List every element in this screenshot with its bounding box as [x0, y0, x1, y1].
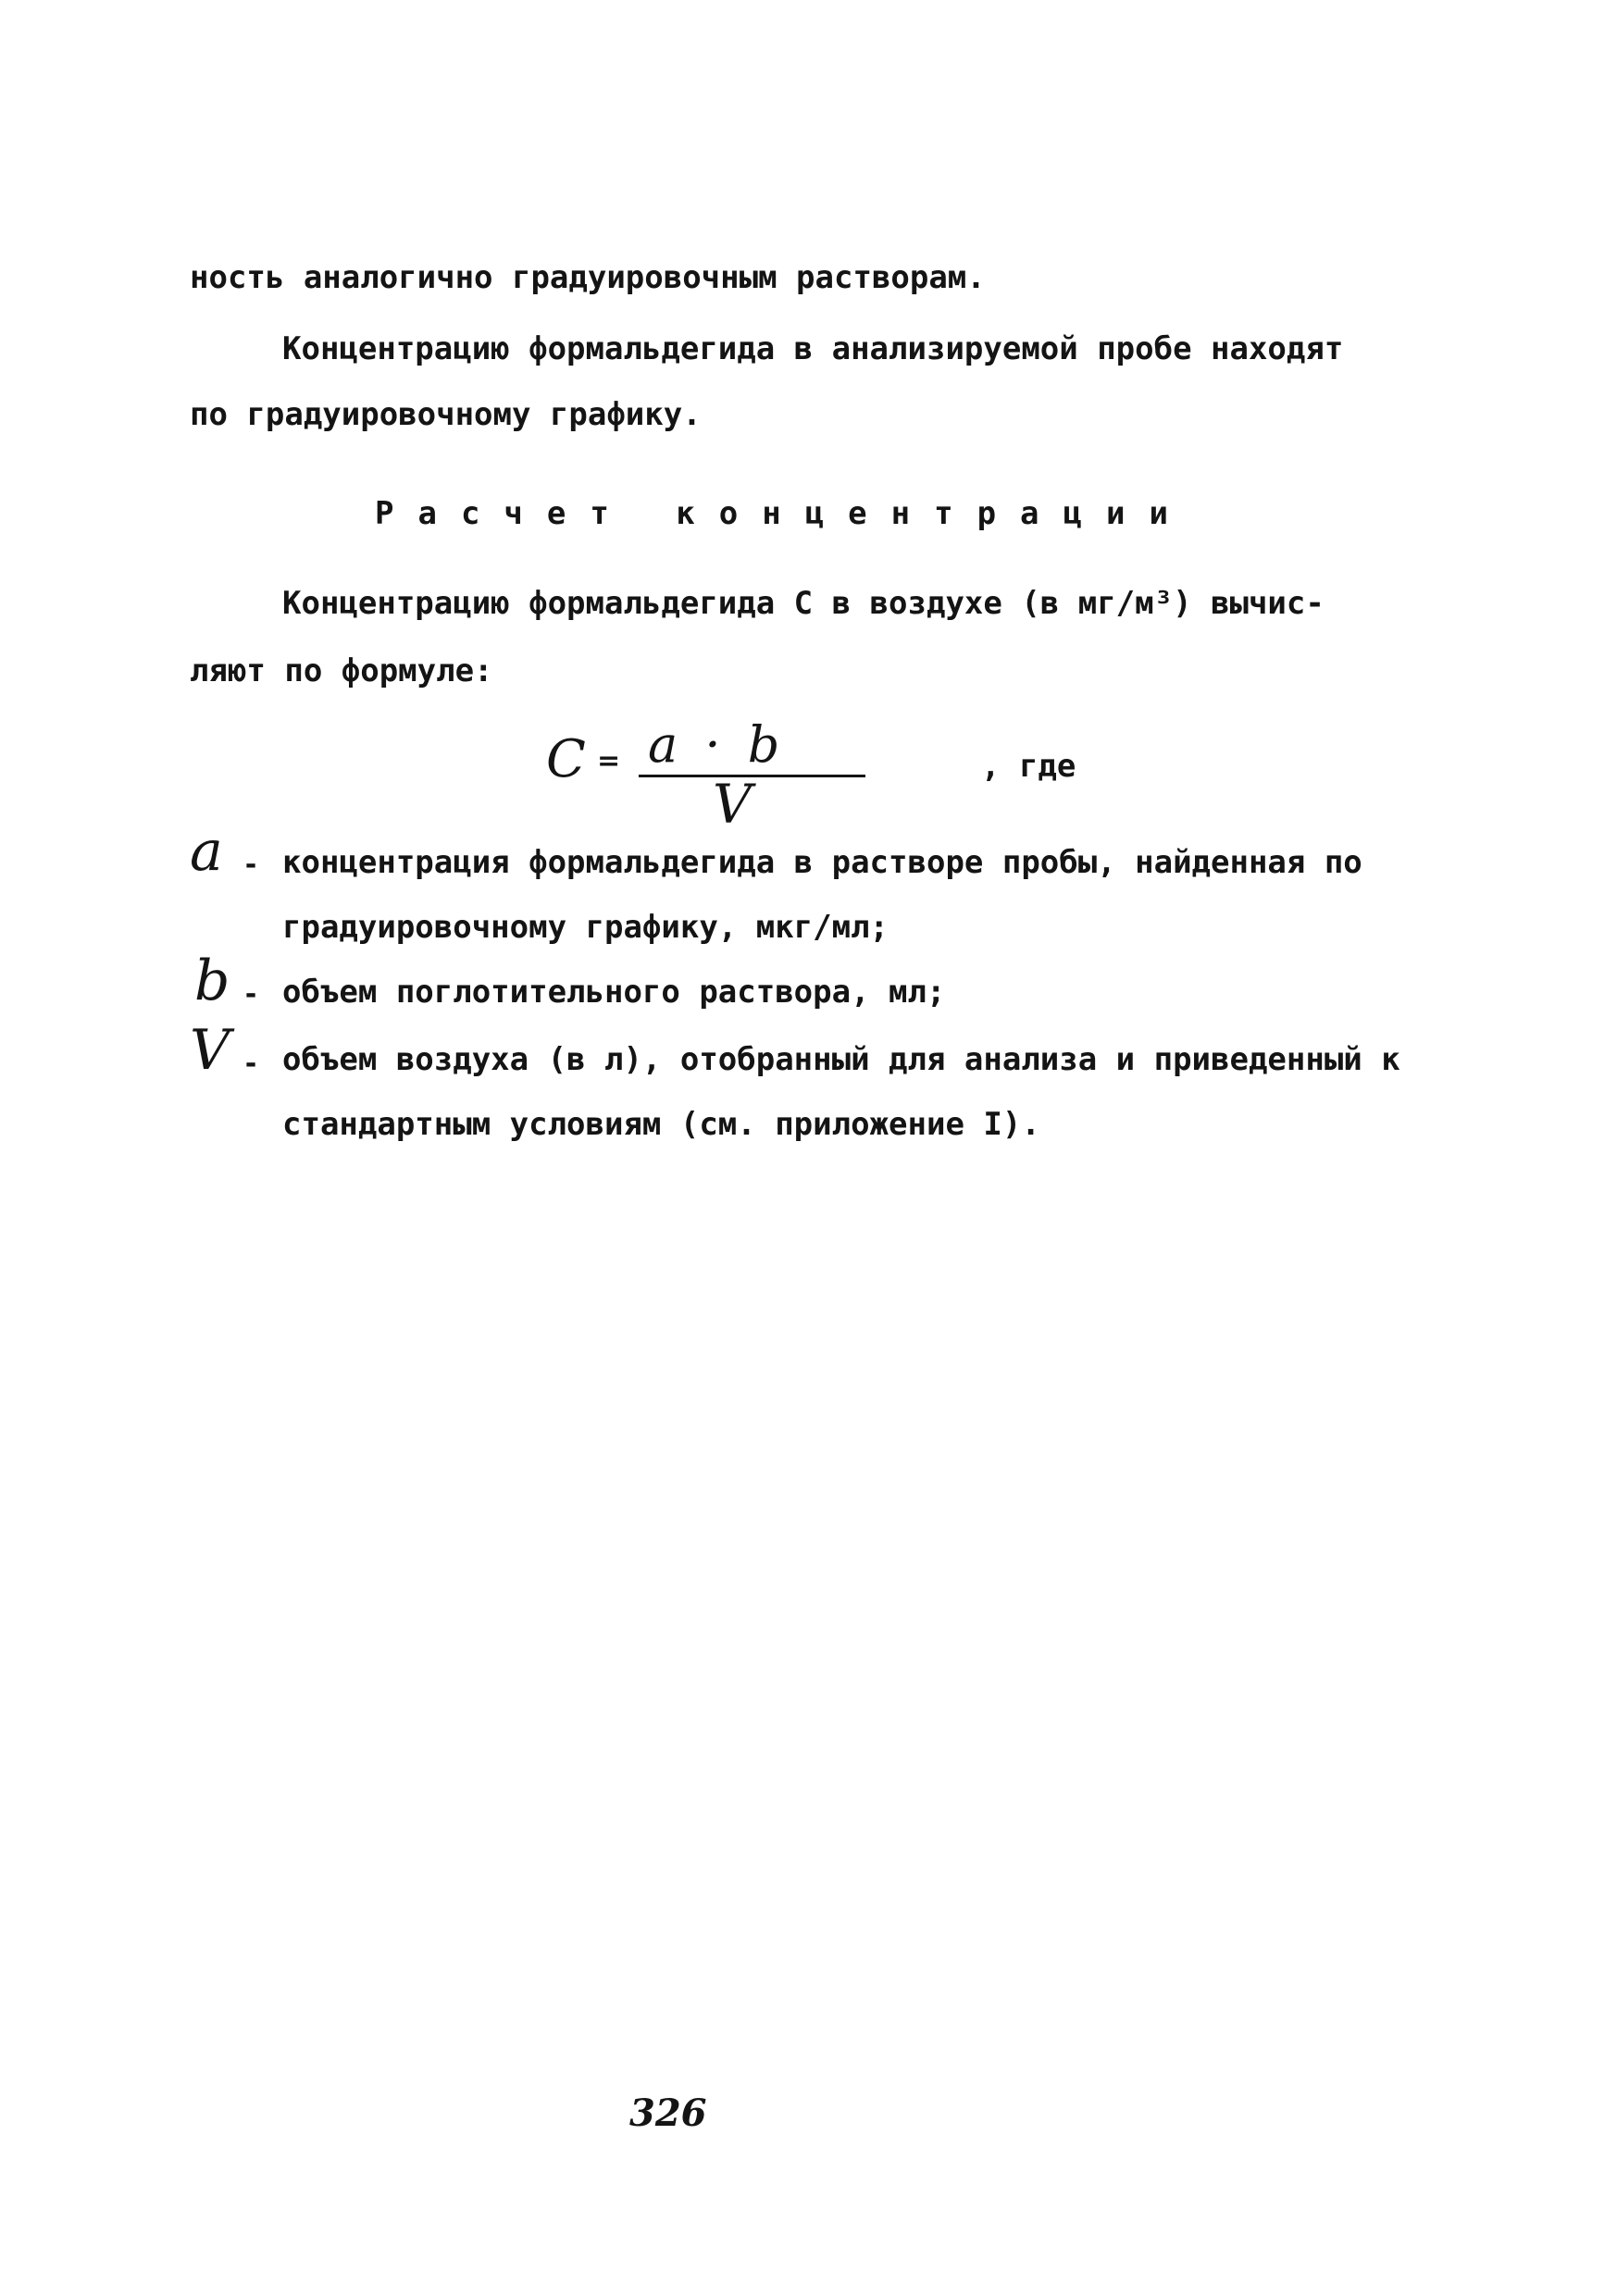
variable-b-line-1: объем поглотительного раствора, мл;: [282, 974, 946, 1011]
variable-a-dash: -: [243, 849, 260, 881]
concentration-formula: [546, 717, 1027, 847]
paragraph-intro-line-2: по градуировочному графику.: [190, 396, 702, 433]
variable-v-line-1: объем воздуха (в л), отобранный для анализа и приведенный к: [282, 1041, 1400, 1078]
formula-where: , где: [981, 748, 1076, 785]
formula-denominator: V: [713, 773, 752, 836]
variable-v-symbol: V: [190, 1018, 230, 1083]
paragraph-continuation: ность аналогично градуировочным растворам.: [190, 259, 986, 296]
variable-b-symbol: b: [194, 949, 230, 1013]
variable-a-line-2: градуировочному графику, мкг/мл;: [282, 909, 889, 946]
variable-v-dash: -: [243, 1048, 260, 1080]
formula-lhs: C: [546, 729, 586, 789]
calc-text-line-1: Концентрацию формальдегида С в воздухе (в мг/м³) вычис-: [282, 585, 1325, 622]
variable-a-line-1: концентрация формальдегида в растворе пробы, найденная по: [282, 844, 1362, 881]
variable-v-line-2: стандартным условиям (см. приложение I).: [282, 1106, 1040, 1143]
page-number: 326: [629, 2091, 707, 2135]
paragraph-intro-line-1: Концентрацию формальдегида в анализируемой пробе находят: [282, 330, 1344, 367]
formula-equals: =: [597, 745, 621, 777]
section-title: Расчет концентрации: [375, 495, 1192, 532]
formula-numerator: a · b: [648, 715, 786, 774]
variable-b-dash: -: [243, 978, 260, 1011]
variable-a-symbol: a: [190, 819, 223, 884]
fraction-bar: [639, 775, 865, 777]
calc-text-line-2: ляют по формуле:: [190, 652, 493, 689]
